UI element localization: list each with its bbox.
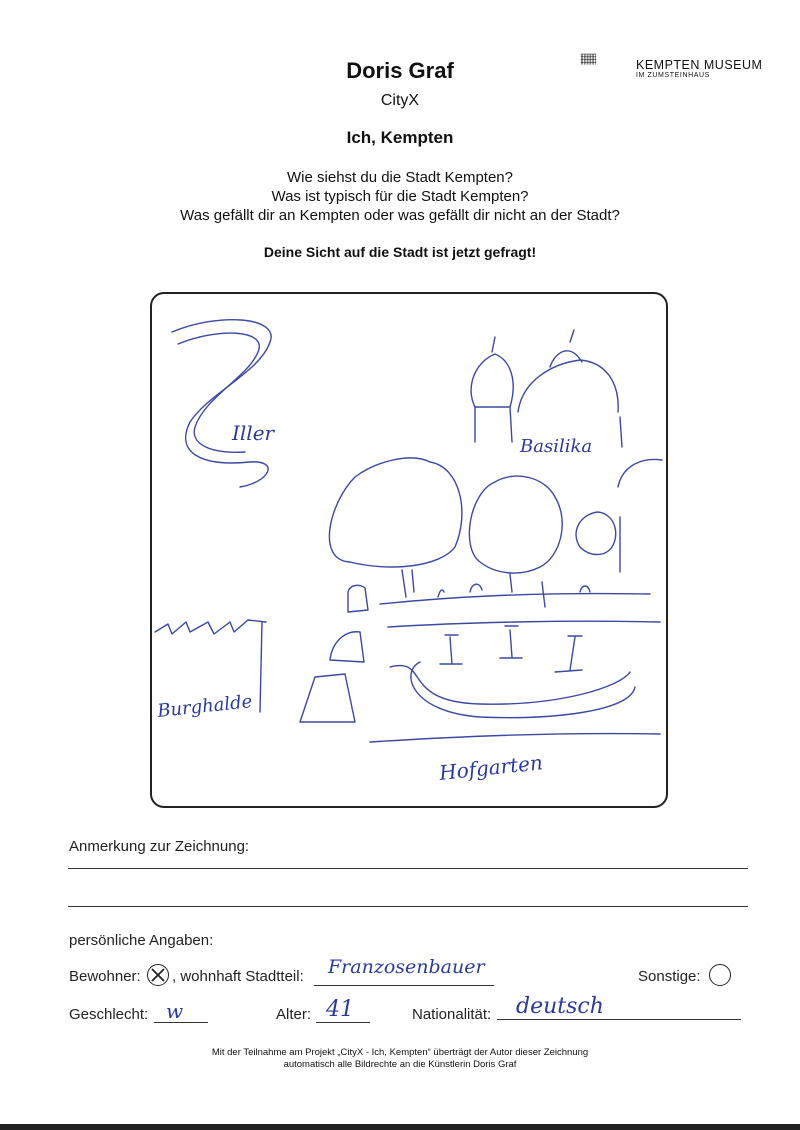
note-label: Anmerkung zur Zeichnung: <box>69 838 250 855</box>
age-line[interactable] <box>316 1022 370 1023</box>
question-1: Wie siehst du die Stadt Kempten? <box>287 169 513 186</box>
series-name: CityX <box>380 92 420 109</box>
gender-label: Geschlecht: <box>69 1006 149 1023</box>
label-iller: Iller <box>232 421 275 445</box>
artist-name: Doris Graf <box>346 58 454 83</box>
nationality-line[interactable] <box>497 1019 741 1020</box>
label-burghalde: Burghalde <box>156 691 254 722</box>
castle-sketch <box>155 620 266 634</box>
label-hofgarten: Hofgarten <box>438 750 544 785</box>
scan-edge <box>0 1124 800 1130</box>
resident-checkbox[interactable] <box>147 964 169 986</box>
gender-value: w <box>166 999 184 1023</box>
museum-subtitle: IM ZUMSTEINHAUS <box>636 72 710 79</box>
resident-label: Bewohner: <box>69 968 141 985</box>
nationality-value: deutsch <box>516 994 604 1019</box>
nationality-label: Nationalität: <box>412 1006 492 1023</box>
other-checkbox[interactable] <box>709 964 731 986</box>
project-title: Ich, Kempten <box>346 128 454 147</box>
personal-label: persönliche Angaben: <box>69 932 214 949</box>
pond-sketch <box>390 666 630 705</box>
river-sketch <box>172 320 271 487</box>
note-line-2[interactable] <box>68 906 748 907</box>
other-label: Sonstige: <box>638 968 701 985</box>
question-3: Was gefällt dir an Kempten oder was gefällt dir nicht an der Stadt? <box>180 207 620 224</box>
question-2: Was ist typisch für die Stadt Kempten? <box>271 188 529 205</box>
note-line-1[interactable] <box>68 868 748 869</box>
district-line[interactable] <box>314 985 494 986</box>
district-label: , wohnhaft Stadtteil: <box>172 968 304 985</box>
footer-line-1: Mit der Teilnahme am Projekt „CityX - Ich, Kempten“ überträgt der Autor dieser Zeichnung <box>211 1047 589 1058</box>
city-sketch <box>150 292 666 806</box>
label-basilika: Basilika <box>520 436 593 457</box>
age-value: 41 <box>326 997 354 1022</box>
age-label: Alter: <box>276 1006 312 1023</box>
cross-mark-icon <box>148 965 168 985</box>
basilica-sketch <box>471 354 513 407</box>
call-to-action: Deine Sicht auf die Stadt ist jetzt gefragt! <box>263 244 537 260</box>
district-value: Franzosenbauer <box>328 956 485 978</box>
museum-logo-icon <box>580 38 636 80</box>
museum-name: KEMPTEN MUSEUM <box>636 58 763 72</box>
footer-line-2: automatisch alle Bildrechte an die Künstlerin Doris Graf <box>283 1059 517 1070</box>
tree-sketch <box>329 458 461 567</box>
